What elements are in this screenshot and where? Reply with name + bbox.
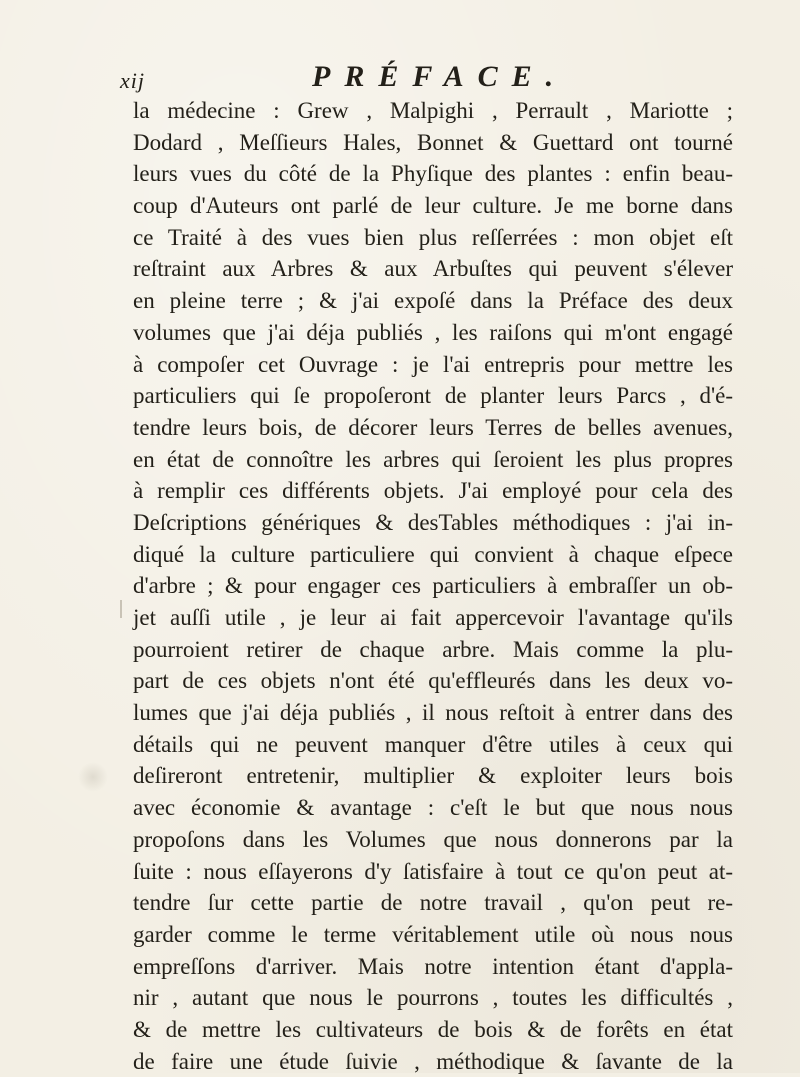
text-line: pourroient retirer de chaque arbre. Mais comme la plu- bbox=[133, 636, 733, 662]
text-line: lumes que j'ai déja publiés , il nous reſtoit à entrer dans des bbox=[133, 700, 733, 726]
text-line: ſuite : nous eſſayerons d'y ſatisfaire à tout ce qu'on peut at- bbox=[133, 858, 733, 884]
page-number: xij bbox=[120, 68, 145, 93]
text-line: deſireront entretenir, multiplier & exploiter leurs bois bbox=[133, 763, 733, 789]
text-line: ce Traité à des vues bien plus reſſerrées : mon objet eſt bbox=[133, 224, 733, 250]
text-line: à remplir ces différents objets. J'ai employé pour cela des bbox=[133, 478, 733, 504]
margin-mark bbox=[120, 600, 122, 618]
text-line: reſtraint aux Arbres & aux Arbuſtes qui peuvent s'élever bbox=[133, 256, 733, 282]
text-line: tendre leurs bois, de décorer leurs Terres de belles avenues, bbox=[133, 414, 733, 440]
text-line: à compoſer cet Ouvrage : je l'ai entrepris pour mettre les bbox=[133, 351, 733, 377]
text-line: en pleine terre ; & j'ai expoſé dans la Préface des deux bbox=[133, 288, 733, 314]
text-line: jet auſſi utile , je leur ai fait appercevoir l'avantage qu'ils bbox=[133, 605, 733, 630]
text-line: empreſſons d'arriver. Mais notre intention étant d'appla- bbox=[133, 953, 733, 979]
paper-stain bbox=[78, 762, 108, 792]
page-title: PRÉFACE. bbox=[312, 60, 568, 93]
text-line: coup d'Auteurs ont parlé de leur culture. Je me borne dans bbox=[133, 193, 733, 219]
text-line: leurs vues du côté de la Phyſique des plantes : enfin beau- bbox=[133, 161, 733, 187]
text-line: diqué la culture particuliere qui convient à chaque eſpece bbox=[133, 541, 733, 567]
text-line: volumes que j'ai déja publiés , les raiſons qui m'ont engagé bbox=[133, 319, 733, 345]
text-line: de faire une étude ſuivie , méthodique & ſavante de la bbox=[133, 1048, 733, 1074]
text-line: Dodard , Meſſieurs Hales, Bonnet & Guettard ont tourné bbox=[133, 129, 733, 155]
running-head bbox=[120, 60, 720, 100]
text-line: avec économie & avantage : c'eſt le but que nous nous bbox=[133, 795, 733, 821]
text-line: garder comme le terme véritablement utile où nous nous bbox=[133, 921, 733, 947]
text-line: particuliers qui ſe propoſeront de planter leurs Parcs , d'é- bbox=[133, 383, 733, 409]
text-line: & de mettre les cultivateurs de bois & de forêts en état bbox=[133, 1016, 733, 1042]
text-line: part de ces objets n'ont été qu'effleurés dans les deux vo- bbox=[133, 668, 733, 694]
text-line: tendre ſur cette partie de notre travail , qu'on peut re- bbox=[133, 890, 733, 916]
text-line: en état de connoître les arbres qui ſeroient les plus propres bbox=[133, 446, 733, 472]
text-line: la médecine : Grew , Malpighi , Perrault , Mariotte ; bbox=[133, 98, 733, 123]
text-line: détails qui ne peuvent manquer d'être utiles à ceux qui bbox=[133, 731, 733, 757]
text-line: propoſons dans les Volumes que nous donnerons par la bbox=[133, 826, 733, 852]
text-line: d'arbre ; & pour engager ces particuliers à embraſſer un ob- bbox=[133, 573, 733, 599]
text-line: Deſcriptions génériques & desTables méthodiques : j'ai in- bbox=[133, 509, 733, 535]
text-line: nir , autant que nous le pourrons , toutes les difficultés , bbox=[133, 985, 733, 1011]
body-text bbox=[133, 95, 733, 1077]
